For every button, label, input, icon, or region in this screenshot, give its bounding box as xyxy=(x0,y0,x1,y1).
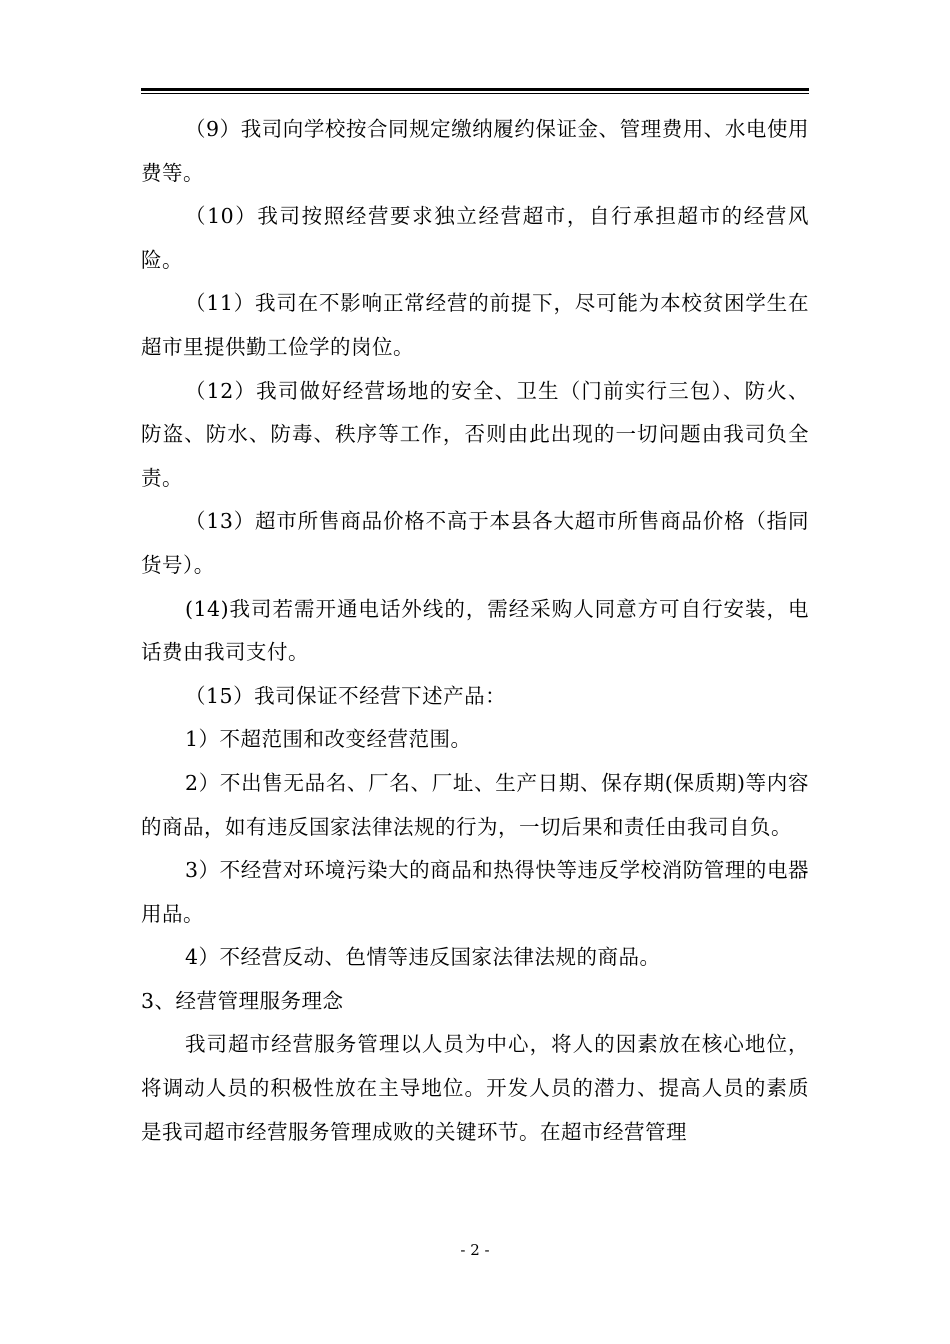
paragraph-14: (14)我司若需开通电话外线的，需经采购人同意方可自行安装，电话费由我司支付。 xyxy=(141,596,809,665)
document-body xyxy=(141,108,809,1154)
header-rule-thin xyxy=(141,93,809,94)
paragraph-11: （11）我司在不影响正常经营的前提下，尽可能为本校贫困学生在超市里提供勤工俭学的岗位。 xyxy=(141,291,809,359)
paragraph-10: （10）我司按照经营要求独立经营超市，自行承担超市的经营风险。 xyxy=(141,204,809,272)
list-item-3: 3）不经营对环境污染大的商品和热得快等违反学校消防管理的电器用品。 xyxy=(141,858,809,926)
list-item-1: 1）不超范围和改变经营范围。 xyxy=(185,727,472,752)
paragraph-9: （9）我司向学校按合同规定缴纳履约保证金、管理费用、水电使用费等。 xyxy=(141,117,809,185)
header-rule xyxy=(141,88,809,95)
paragraph-12: （12）我司做好经营场地的安全、卫生（门前实行三包）、防火、防盗、防水、防毒、秩序等工作，否则由此出现的一切问题由我司负全责。 xyxy=(141,378,809,490)
paragraph-15: （15）我司保证不经营下述产品： xyxy=(185,683,507,708)
paragraph-13: （13）超市所售商品价格不高于本县各大超市所售商品价格（指同货号）。 xyxy=(141,509,809,577)
header-rule-thick xyxy=(141,88,809,91)
list-item-2: 2）不出售无品名、厂名、厂址、生产日期、保存期(保质期)等内容的商品，如有违反国家法律法规的行为，一切后果和责任由我司自负。 xyxy=(141,770,809,839)
body-paragraph: 我司超市经营服务管理以人员为中心，将人的因素放在核心地位，将调动人员的积极性放在主导地位。开发人员的潜力、提高人员的素质是我司超市经营服务管理成败的关键环节。在超市经营管理 xyxy=(141,1032,809,1144)
list-item-4: 4）不经营反动、色情等违反国家法律法规的商品。 xyxy=(185,945,661,970)
page-number: - 2 - xyxy=(460,1241,490,1259)
section-heading: 3、经营管理服务理念 xyxy=(141,988,344,1013)
